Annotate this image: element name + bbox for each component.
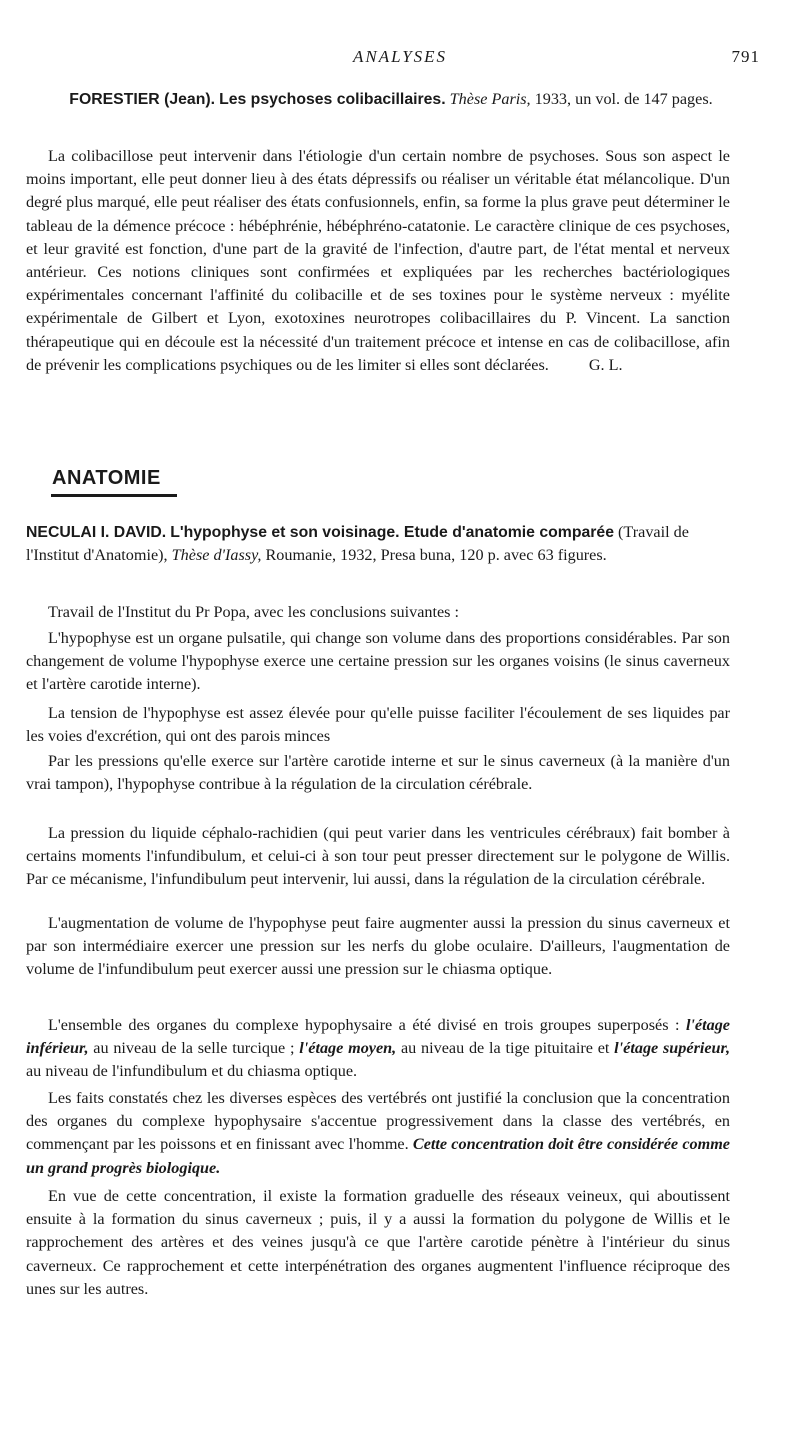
p7-text-a: L'ensemble des organes du complexe hypophysaire a été divisé en trois groupes superposés : xyxy=(48,1016,686,1034)
p7-upper-level: l'étage supérieur, xyxy=(614,1039,731,1058)
entry1-author: FORESTIER (Jean). xyxy=(69,91,216,108)
entry2-paragraph-4: Par les pressions qu'elle exerce sur l'artère carotide interne et sur le sinus caverneux (à la manière d'un vrai tampon), l'hypophyse contribue à la régulation de la circulation cérébrale. xyxy=(26,752,730,794)
entry2-paragraph-5: La pression du liquide céphalo-rachidien (qui peut varier dans les ventricules cérébraux) fait bomber à certains moments l'infundibulum, et celui-ci à son tour peut presser directement sur le polygone de Willis. Par ce mécanisme, l'infundibulum peut intervenir, lui aussi, dans la régulation de la circulation cérébrale. xyxy=(26,824,730,889)
entry1-title: Les psychoses colibacillaires. xyxy=(219,91,446,108)
entry2-title: L'hypophyse et son voisinage. Etude d'anatomie comparée xyxy=(170,524,614,541)
entry2-paragraph-7 xyxy=(26,1014,730,1084)
running-title: ANALYSES xyxy=(352,47,448,66)
page-number: 791 xyxy=(731,47,760,66)
p7-text-g: au niveau de l'infundibulum et du chiasma optique. xyxy=(26,1062,358,1081)
entry2-paragraph-3: La tension de l'hypophyse est assez élevée pour qu'elle puisse faciliter l'écoulement de ses liquides par les voies d'excrétion, qui ont des parois minces xyxy=(26,704,730,746)
entry1-reference xyxy=(26,88,756,111)
entry2-paragraph-2: L'hypophyse est un organe pulsatile, qui change son volume dans des proportions considérables. Par son changement de volume l'hypophyse exerce une certaine pression sur les organes voisins (le sinus caverneux et l'artère carotide interne). xyxy=(26,629,730,694)
entry2-paragraph-1: Travail de l'Institut du Pr Popa, avec les conclusions suivantes : xyxy=(48,603,460,621)
section-title: ANATOMIE xyxy=(52,467,161,489)
entry2-reference xyxy=(26,521,738,567)
entry2-details-a: (Travail de l'Institut d'Anatomie), xyxy=(26,523,689,565)
entry2-paragraph-6: L'augmentation de volume de l'hypophyse peut faire augmenter aussi la pression du sinus caverneux et par son intermédiaire exercer une pression sur les nerfs du globe oculaire. D'ailleurs, l'augmentation de volume de l'infundibulum peut exercer aussi une pression sur le chiasma optique. xyxy=(26,914,730,979)
entry1-details: 1933, un vol. de 147 pages. xyxy=(530,90,713,108)
entry2-paragraph-8 xyxy=(26,1087,730,1180)
p7-middle-level: l'étage moyen, xyxy=(299,1039,397,1058)
p8-text: Les faits constatés chez les diverses espèces des vertébrés ont justifié la conclusion que la concentration des organes du complexe hypophysaire s'accentue progressivement dans la classe des vertébrés, en commençant par les poissons et en finissant avec l'homme. xyxy=(26,1089,730,1154)
p7-text-c: au niveau de la selle turcique ; xyxy=(88,1039,300,1058)
entry2-details-b: Roumanie, 1932, Presa buna, 120 p. avec 63 figures. xyxy=(261,546,607,565)
running-head xyxy=(0,47,800,73)
entry2-paragraph-9: En vue de cette concentration, il existe la formation graduelle des réseaux veineux, qui aboutissent ensuite à la formation du sinus caverneux ; puis, il y a aussi la formation du polygone de Willis et le rapprochement des artères et des veines jusqu'à ce que l'artère carotide pénètre à l'intérieur du sinus caverneux. Ce rapprochement et cette interpénétration des organes augmentent l'influence réciproque des unes sur les autres. xyxy=(26,1187,730,1298)
entry1-body-text: La colibacillose peut intervenir dans l'étiologie d'un certain nombre de psychoses. Sous son aspect le moins important, elle peut donner lieu à des états dépressifs ou réaliser un véritable état mélancolique. D'un degré plus marqué, elle peut réaliser des états confusionnels, enfin, sa forme la plus grave peut déterminer le tableau de la démence précoce : hébéphrénie, hébéphréno-catatonie. Le caractère clinique de ces psychoses, et leur gravité est fonction, d'une part de la gravité de l'infection, d'autre part, de l'état mental et nerveux antérieur. Ces notions cliniques sont confirmées et expliquées par les recherches bactériologiques expérimentales concernant l'affinité du colibacille et de ses toxines pour le système nerveux : myélite expérimentale de Gilbert et Lyon, exotoxines neurotropes colibacillaires du P. Vincent. La sanction thérapeutique qui en découle est la nécessité d'un traitement précoce et intense en cas de colibacillose, afin de prévenir les complications psychiques ou de les limiter si elles sont déclarées. xyxy=(26,147,730,374)
p7-text-e: au niveau de la tige pituitaire et xyxy=(396,1039,615,1058)
p8-emphasis: Cette concentration doit être considérée comme un grand progrès biologique. xyxy=(26,1135,730,1177)
section-underline xyxy=(51,494,177,497)
entry1-thesis: Thèse Paris, xyxy=(449,90,531,108)
entry2-thesis: Thèse d'Iassy, xyxy=(171,546,262,565)
entry2-author: NECULAI I. DAVID. xyxy=(26,524,167,541)
entry1-body xyxy=(26,145,730,377)
entry1-signature: G. L. xyxy=(588,355,623,374)
p7-lower-level: l'étage inférieur, xyxy=(26,1016,730,1058)
